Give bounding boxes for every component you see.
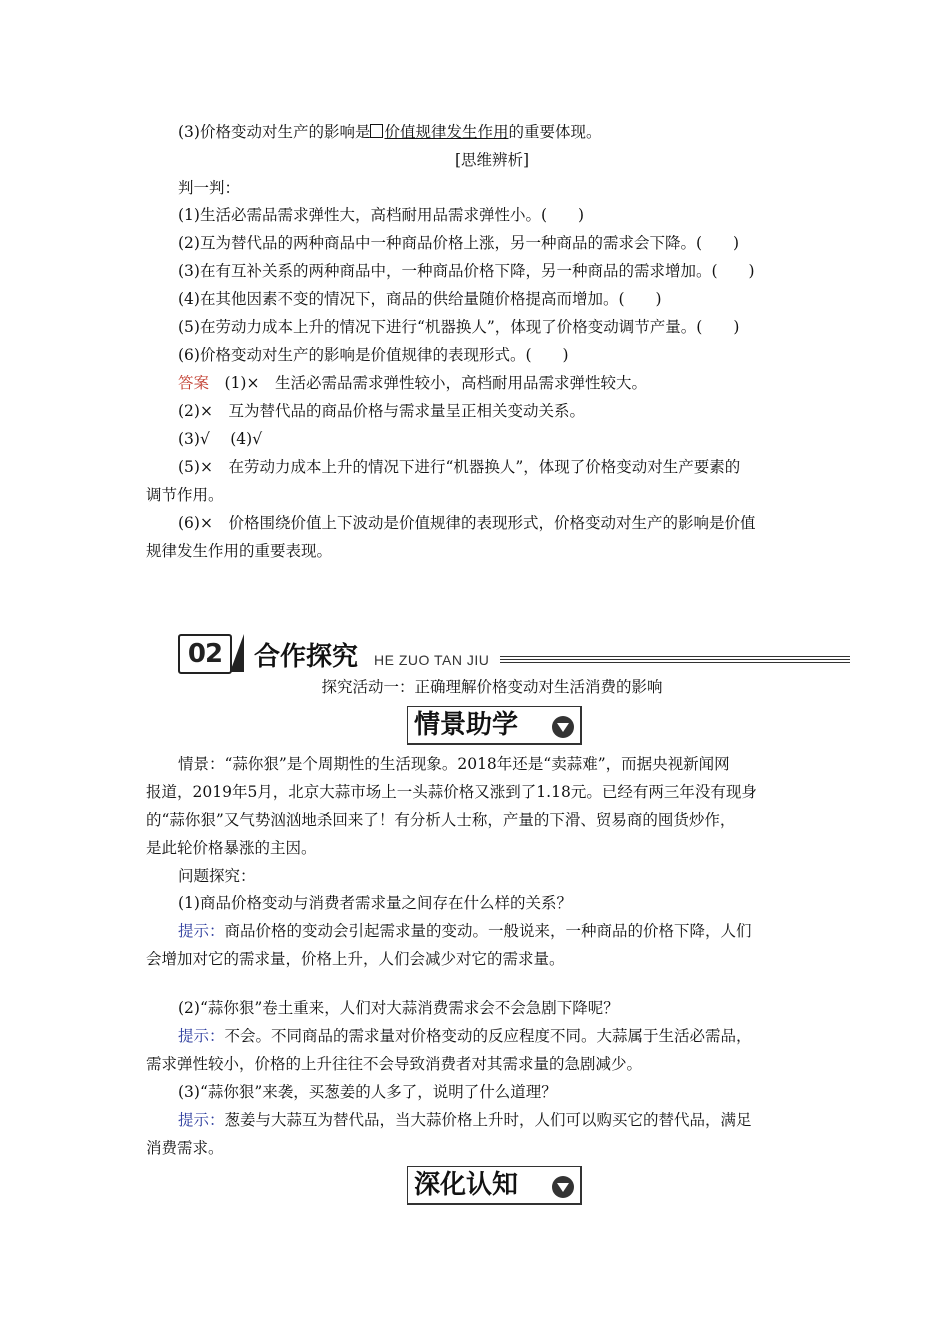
- hint-1-line-1: [178, 921, 752, 941]
- questions-intro: 问题探究：: [178, 867, 256, 885]
- box-title-deepen-text: 深化认知: [414, 1170, 519, 1200]
- down-triangle-icon: [552, 716, 574, 738]
- answer-6-line-2: 规律发生作用的重要表现。: [146, 542, 333, 560]
- section-slant-decoration: [230, 634, 244, 672]
- answer-6-line-1: (6)× 价格围绕价值上下波动是价值规律的表现形式，价格变动对生产的影响是价值: [178, 514, 756, 532]
- activity-title: 探究活动一：正确理解价格变动对生活消费的影响: [321, 678, 663, 696]
- box-title-deepen: [407, 1166, 582, 1205]
- answer-line-1: [178, 373, 647, 393]
- fill-blank-line: [178, 122, 602, 142]
- answer-label: 答案: [178, 374, 210, 392]
- question-3: (3)“蒜你狠”来袭，买葱姜的人多了，说明了什么道理？: [178, 1083, 557, 1101]
- section-pinyin: HE ZUO TAN JIU: [374, 652, 490, 668]
- answer-1: (1)× 生活必需品需求弹性较小，高档耐用品需求弹性较大。: [209, 374, 647, 392]
- scenario-line-3: 的“蒜你狠”又气势汹汹地杀回来了！有分析人士称，产量的下滑、贸易商的囤货炒作，: [146, 811, 736, 829]
- section-title: 合作探究: [254, 642, 359, 672]
- line-prefix: (3)价格变动对生产的影响是: [178, 123, 371, 141]
- hint-3-line-1: [178, 1110, 752, 1130]
- hint-3-text: 葱姜与大蒜互为替代品，当大蒜价格上升时，人们可以购买它的替代品，满足: [224, 1111, 752, 1129]
- judge-item-5: (5)在劳动力成本上升的情况下进行“机器换人”，体现了价格变动调节产量。( ): [178, 318, 740, 336]
- question-1: (1)商品价格变动与消费者需求量之间存在什么样的关系？: [178, 894, 572, 912]
- down-triangle-icon: [552, 1176, 574, 1198]
- box-title-scenario-text: 情景助学: [414, 710, 519, 740]
- section-number: 02: [178, 634, 232, 674]
- judge-item-3: (3)在有互补关系的两种商品中，一种商品价格下降，另一种商品的需求增加。( ): [178, 262, 755, 280]
- thinking-heading: [思维辨析]: [454, 151, 530, 169]
- line-suffix: 的重要体现。: [508, 123, 602, 141]
- scenario-line-1: 情景：“蒜你狠”是个周期性的生活现象。2018年还是“卖蒜难”，而据央视新闻网: [178, 755, 730, 773]
- hint-2-line-2: 需求弹性较小，价格的上升往往不会导致消费者对其需求量的急剧减少。: [146, 1055, 643, 1073]
- scenario-line-4: 是此轮价格暴涨的主因。: [146, 839, 317, 857]
- hint-label: 提示：: [178, 1111, 225, 1129]
- answer-5-line-2: 调节作用。: [146, 486, 224, 504]
- box-title-scenario: [407, 706, 582, 745]
- answer-2: (2)× 互为替代品的商品价格与需求量呈正相关变动关系。: [178, 402, 585, 420]
- checkbox-icon: [370, 124, 383, 138]
- section-header: [178, 634, 850, 676]
- hint-label: 提示：: [178, 922, 225, 940]
- answer-5-line-1: (5)× 在劳动力成本上升的情况下进行“机器换人”，体现了价格变动对生产要素的: [178, 458, 741, 476]
- question-2: (2)“蒜你狠”卷土重来，人们对大蒜消费需求会不会急剧下降呢？: [178, 999, 619, 1017]
- judge-item-1: (1)生活必需品需求弹性大，高档耐用品需求弹性小。( ): [178, 206, 585, 224]
- answer-3-4: (3)√ (4)√: [178, 430, 263, 448]
- hint-label: 提示：: [178, 1027, 225, 1045]
- thinking-intro: 判一判：: [178, 179, 241, 197]
- hint-1-line-2: 会增加对它的需求量，价格上升，人们会减少对它的需求量。: [146, 950, 565, 968]
- hint-3-line-2: 消费需求。: [146, 1139, 224, 1157]
- judge-item-4: (4)在其他因素不变的情况下，商品的供给量随价格提高而增加。( ): [178, 290, 662, 308]
- judge-item-6: (6)价格变动对生产的影响是价值规律的表现形式。( ): [178, 346, 569, 364]
- hint-2-line-1: [178, 1026, 752, 1046]
- section-rules: [500, 656, 850, 665]
- scenario-line-2: 报道，2019年5月，北京大蒜市场上一头蒜价格又涨到了1.18元。已经有两三年没有现身: [146, 783, 757, 801]
- hint-2-text: 不会。不同商品的需求量对价格变动的反应程度不同。大蒜属于生活必需品，: [224, 1027, 752, 1045]
- blank-answer-text: 价值规律发生作用: [384, 123, 509, 141]
- hint-1-text: 商品价格的变动会引起需求量的变动。一般说来，一种商品的价格下降，人们: [224, 922, 752, 940]
- blank-answer: [370, 123, 508, 141]
- judge-item-2: (2)互为替代品的两种商品中一种商品价格上涨，另一种商品的需求会下降。( ): [178, 234, 740, 252]
